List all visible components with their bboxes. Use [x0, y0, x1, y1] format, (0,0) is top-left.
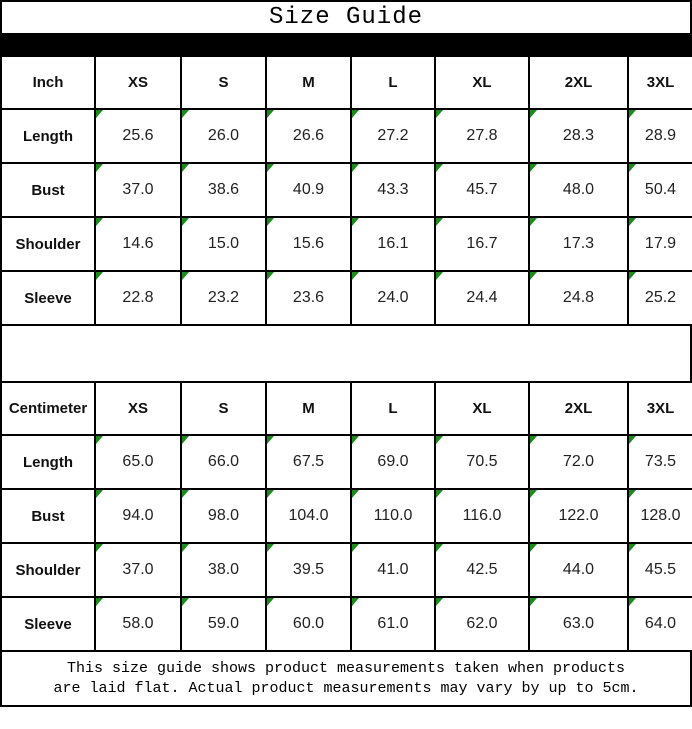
value-cell	[95, 271, 181, 325]
title-divider-bar	[0, 33, 692, 55]
stored-as-text-flag-icon	[436, 218, 443, 226]
size-header-xl: XL	[435, 56, 529, 109]
value-cell	[351, 543, 435, 597]
stored-as-text-flag-icon	[96, 110, 103, 118]
stored-as-text-flag-icon	[267, 164, 274, 172]
value-cell	[95, 489, 181, 543]
value-text: 27.8	[466, 127, 498, 144]
value-text: 73.5	[644, 453, 677, 470]
value-cell	[351, 217, 435, 271]
value-text: 37.0	[122, 561, 154, 578]
size-header-2xl: 2XL	[529, 56, 628, 109]
stored-as-text-flag-icon	[96, 490, 103, 498]
value-cell	[181, 435, 266, 489]
value-text: 28.3	[562, 127, 595, 144]
stored-as-text-flag-icon	[182, 164, 189, 172]
measurement-row-length	[1, 435, 692, 489]
value-text: 28.9	[644, 127, 677, 144]
value-cell	[266, 435, 351, 489]
value-cell	[628, 489, 692, 543]
value-text: 45.7	[466, 181, 498, 198]
value-cell	[351, 489, 435, 543]
value-text: 64.0	[644, 615, 677, 632]
stored-as-text-flag-icon	[96, 544, 103, 552]
value-text: 94.0	[122, 507, 154, 524]
value-cell	[529, 217, 628, 271]
stored-as-text-flag-icon	[352, 164, 359, 172]
value-cell	[181, 109, 266, 163]
value-cell	[435, 109, 529, 163]
measurement-row-sleeve	[1, 271, 692, 325]
value-cell	[435, 597, 529, 651]
stored-as-text-flag-icon	[436, 272, 443, 280]
measurement-row-bust	[1, 489, 692, 543]
value-cell	[529, 271, 628, 325]
value-text: 65.0	[122, 453, 154, 470]
value-text: 122.0	[558, 507, 599, 524]
value-text: 50.4	[644, 181, 677, 198]
stored-as-text-flag-icon	[182, 272, 189, 280]
stored-as-text-flag-icon	[267, 490, 274, 498]
size-header-s: S	[181, 56, 266, 109]
value-text: 110.0	[373, 507, 413, 524]
value-cell	[529, 543, 628, 597]
value-text: 62.0	[466, 615, 498, 632]
size-header-m: M	[266, 382, 351, 435]
stored-as-text-flag-icon	[436, 490, 443, 498]
value-cell	[266, 217, 351, 271]
stored-as-text-flag-icon	[436, 110, 443, 118]
stored-as-text-flag-icon	[352, 110, 359, 118]
row-label-length: Length	[1, 109, 95, 163]
value-text: 44.0	[562, 561, 595, 578]
value-cell	[529, 489, 628, 543]
value-text: 69.0	[377, 453, 409, 470]
value-text: 70.5	[466, 453, 498, 470]
stored-as-text-flag-icon	[96, 218, 103, 226]
value-text: 59.0	[207, 615, 240, 632]
stored-as-text-flag-icon	[267, 110, 274, 118]
stored-as-text-flag-icon	[629, 436, 636, 444]
value-text: 23.6	[292, 289, 325, 306]
value-cell	[181, 489, 266, 543]
value-text: 25.6	[122, 127, 154, 144]
value-cell	[628, 109, 692, 163]
value-cell	[435, 435, 529, 489]
stored-as-text-flag-icon	[530, 164, 537, 172]
stored-as-text-flag-icon	[182, 598, 189, 606]
value-text: 22.8	[122, 289, 154, 306]
value-text: 39.5	[292, 561, 325, 578]
stored-as-text-flag-icon	[530, 598, 537, 606]
value-text: 63.0	[562, 615, 595, 632]
value-text: 25.2	[644, 289, 677, 306]
size-header-l: L	[351, 56, 435, 109]
value-text: 45.5	[644, 561, 677, 578]
measurement-row-sleeve	[1, 597, 692, 651]
measurement-row-shoulder	[1, 217, 692, 271]
page-title: Size Guide	[268, 4, 424, 31]
value-text: 17.9	[644, 235, 677, 252]
stored-as-text-flag-icon	[629, 218, 636, 226]
stored-as-text-flag-icon	[96, 164, 103, 172]
stored-as-text-flag-icon	[530, 218, 537, 226]
measurement-row-shoulder	[1, 543, 692, 597]
value-text: 23.2	[207, 289, 240, 306]
unit-label-cell: Inch	[1, 56, 95, 109]
size-header-3xl: 3XL	[628, 382, 692, 435]
value-cell	[435, 271, 529, 325]
value-text: 41.0	[377, 561, 409, 578]
value-text: 42.5	[466, 561, 498, 578]
stored-as-text-flag-icon	[436, 164, 443, 172]
value-cell	[435, 543, 529, 597]
value-cell	[351, 163, 435, 217]
value-cell	[95, 217, 181, 271]
value-cell	[628, 435, 692, 489]
measurement-row-bust	[1, 163, 692, 217]
value-text: 17.3	[562, 235, 595, 252]
stored-as-text-flag-icon	[182, 436, 189, 444]
size-header-s: S	[181, 382, 266, 435]
unit-label-cell: Centimeter	[1, 382, 95, 435]
size-header-xs: XS	[95, 56, 181, 109]
stored-as-text-flag-icon	[530, 544, 537, 552]
stored-as-text-flag-icon	[530, 110, 537, 118]
stored-as-text-flag-icon	[629, 110, 636, 118]
value-text: 37.0	[122, 181, 154, 198]
stored-as-text-flag-icon	[629, 272, 636, 280]
row-label-shoulder: Shoulder	[1, 217, 95, 271]
value-cell	[351, 271, 435, 325]
value-cell	[628, 271, 692, 325]
inch-size-table	[0, 55, 692, 326]
value-cell	[95, 543, 181, 597]
value-cell	[628, 543, 692, 597]
value-text: 14.6	[122, 235, 154, 252]
size-header-3xl: 3XL	[628, 56, 692, 109]
row-label-length: Length	[1, 435, 95, 489]
footer-line-1: This size guide shows product measurements taken when products	[66, 659, 626, 677]
value-text: 72.0	[562, 453, 595, 470]
size-header-row	[1, 382, 692, 435]
value-cell	[628, 163, 692, 217]
row-label-bust: Bust	[1, 163, 95, 217]
stored-as-text-flag-icon	[96, 598, 103, 606]
stored-as-text-flag-icon	[182, 490, 189, 498]
stored-as-text-flag-icon	[629, 490, 636, 498]
value-text: 38.0	[207, 561, 240, 578]
value-text: 66.0	[207, 453, 240, 470]
value-text: 104.0	[288, 507, 329, 524]
row-label-shoulder: Shoulder	[1, 543, 95, 597]
size-header-2xl: 2XL	[529, 382, 628, 435]
size-header-xs: XS	[95, 382, 181, 435]
stored-as-text-flag-icon	[436, 436, 443, 444]
footer-note	[0, 650, 692, 707]
value-cell	[266, 489, 351, 543]
stored-as-text-flag-icon	[182, 110, 189, 118]
value-cell	[529, 435, 628, 489]
value-text: 26.0	[207, 127, 240, 144]
value-text: 61.0	[377, 615, 409, 632]
value-cell	[529, 109, 628, 163]
stored-as-text-flag-icon	[352, 598, 359, 606]
stored-as-text-flag-icon	[267, 598, 274, 606]
stored-as-text-flag-icon	[352, 544, 359, 552]
value-text: 15.6	[292, 235, 325, 252]
value-cell	[266, 271, 351, 325]
value-text: 128.0	[640, 507, 681, 524]
stored-as-text-flag-icon	[530, 436, 537, 444]
stored-as-text-flag-icon	[530, 490, 537, 498]
stored-as-text-flag-icon	[182, 544, 189, 552]
centimeter-size-table	[0, 381, 692, 652]
value-cell	[266, 163, 351, 217]
title-box	[0, 0, 692, 33]
value-text: 43.3	[377, 181, 409, 198]
stored-as-text-flag-icon	[629, 598, 636, 606]
value-text: 27.2	[377, 127, 409, 144]
value-cell	[351, 109, 435, 163]
value-cell	[351, 435, 435, 489]
value-text: 24.4	[466, 289, 498, 306]
value-cell	[435, 489, 529, 543]
stored-as-text-flag-icon	[267, 544, 274, 552]
value-cell	[529, 163, 628, 217]
value-text: 67.5	[292, 453, 325, 470]
value-cell	[266, 597, 351, 651]
stored-as-text-flag-icon	[352, 436, 359, 444]
value-cell	[266, 109, 351, 163]
value-text: 24.0	[377, 289, 409, 306]
stored-as-text-flag-icon	[182, 218, 189, 226]
value-text: 15.0	[207, 235, 240, 252]
stored-as-text-flag-icon	[267, 436, 274, 444]
value-cell	[95, 163, 181, 217]
stored-as-text-flag-icon	[267, 218, 274, 226]
stored-as-text-flag-icon	[629, 544, 636, 552]
stored-as-text-flag-icon	[352, 218, 359, 226]
value-text: 98.0	[207, 507, 240, 524]
value-cell	[95, 435, 181, 489]
row-label-sleeve: Sleeve	[1, 597, 95, 651]
value-cell	[529, 597, 628, 651]
value-text: 26.6	[292, 127, 325, 144]
size-header-xl: XL	[435, 382, 529, 435]
value-cell	[435, 217, 529, 271]
value-text: 16.1	[377, 235, 409, 252]
stored-as-text-flag-icon	[352, 272, 359, 280]
footer-line-2: are laid flat. Actual product measurements may vary by up to 5cm.	[53, 679, 639, 697]
row-label-sleeve: Sleeve	[1, 271, 95, 325]
value-cell	[435, 163, 529, 217]
size-header-m: M	[266, 56, 351, 109]
stored-as-text-flag-icon	[530, 272, 537, 280]
value-cell	[266, 543, 351, 597]
value-cell	[351, 597, 435, 651]
value-text: 58.0	[122, 615, 154, 632]
value-text: 16.7	[466, 235, 498, 252]
value-cell	[181, 597, 266, 651]
value-cell	[95, 109, 181, 163]
value-text: 48.0	[562, 181, 595, 198]
value-text: 38.6	[207, 181, 240, 198]
stored-as-text-flag-icon	[96, 272, 103, 280]
size-header-row	[1, 56, 692, 109]
value-cell	[95, 597, 181, 651]
row-label-bust: Bust	[1, 489, 95, 543]
value-cell	[181, 543, 266, 597]
value-cell	[628, 597, 692, 651]
stored-as-text-flag-icon	[629, 164, 636, 172]
stored-as-text-flag-icon	[436, 544, 443, 552]
value-cell	[181, 217, 266, 271]
value-text: 116.0	[462, 507, 502, 524]
stored-as-text-flag-icon	[436, 598, 443, 606]
value-cell	[181, 271, 266, 325]
measurement-row-length	[1, 109, 692, 163]
stored-as-text-flag-icon	[267, 272, 274, 280]
value-cell	[628, 217, 692, 271]
value-text: 24.8	[562, 289, 595, 306]
stored-as-text-flag-icon	[352, 490, 359, 498]
size-header-l: L	[351, 382, 435, 435]
value-text: 60.0	[292, 615, 325, 632]
value-cell	[181, 163, 266, 217]
value-text: 40.9	[292, 181, 325, 198]
table-gap	[0, 326, 692, 381]
stored-as-text-flag-icon	[96, 436, 103, 444]
